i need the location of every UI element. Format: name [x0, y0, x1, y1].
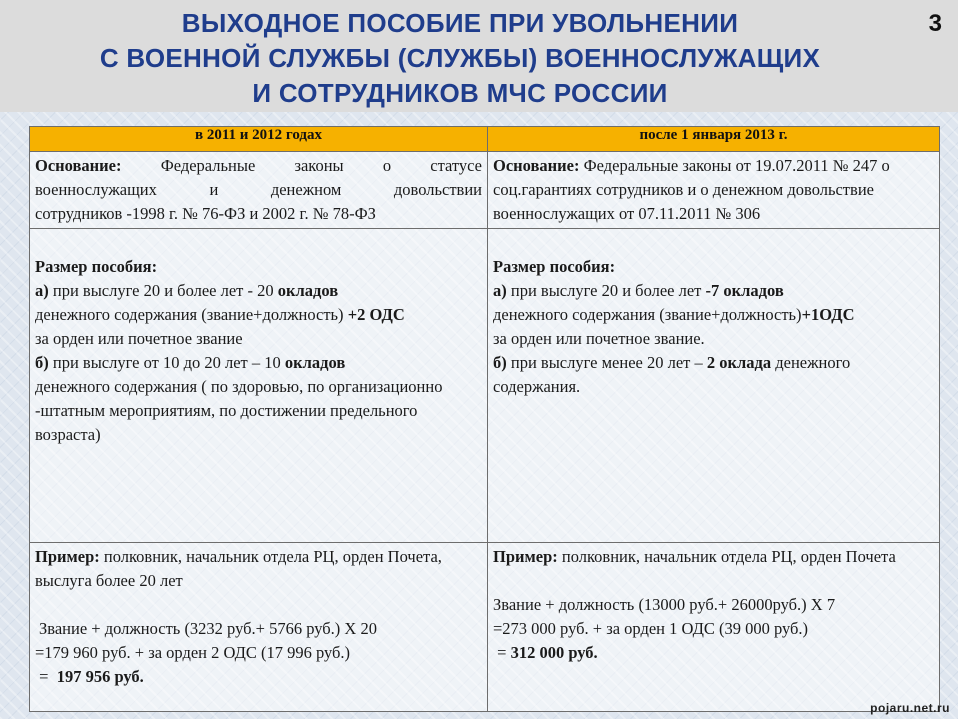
title-line-3: И СОТРУДНИКОВ МЧС РОССИИ [252, 78, 668, 108]
slide-number: 3 [928, 10, 942, 37]
header-row [30, 127, 940, 152]
basis-row [30, 152, 940, 229]
left-calc-1: Звание + должность (3232 руб.+ 5766 руб.) Х 20 [39, 619, 377, 638]
title-line-1: ВЫХОДНОЕ ПОСОБИЕ ПРИ УВОЛЬНЕНИИ [181, 8, 739, 38]
right-calc-2: =273 000 руб. + за орден 1 ОДС (39 000 руб.) [493, 619, 809, 638]
right-example-label: Пример: [493, 547, 558, 566]
left-size-label: Размер пособия: [35, 257, 158, 276]
left-b-text-1: при выслуге от 10 до 20 лет – 10 [48, 353, 285, 372]
left-a-label: а) [35, 281, 49, 300]
left-example-text: полковник, начальник отдела РЦ, орден Почета, выслуга более 20 лет [35, 547, 442, 590]
right-size-cell [488, 229, 940, 543]
right-item-a [493, 279, 934, 303]
left-basis-line-3: сотрудников -1998 г. № 76-ФЗ и 2002 г. № 78-ФЗ [35, 204, 376, 223]
left-basis-line-1 [35, 154, 482, 178]
right-a-bold: -7 окладов [705, 281, 784, 300]
left-b-label: б) [35, 353, 49, 372]
right-item-a-cont [493, 303, 934, 327]
right-b-text-1: при выслуге менее 20 лет – [506, 353, 707, 372]
comparison-table [29, 126, 940, 712]
left-example-cell [30, 543, 488, 712]
right-a-text-2: денежного содержания (звание+должность) [493, 305, 802, 324]
left-result [35, 665, 482, 689]
left-example-gap [35, 593, 482, 617]
right-result [493, 641, 934, 665]
title-line-2: С ВОЕННОЙ СЛУЖБЫ (СЛУЖБЫ) ВОЕННОСЛУЖАЩИХ [99, 43, 821, 73]
slide-title [30, 6, 890, 111]
left-a-text-1: при выслуге 20 и более лет - 20 [48, 281, 278, 300]
left-item-a [35, 279, 482, 303]
left-a-text-2: денежного содержания (звание+должность) [35, 305, 348, 324]
left-size-cell [30, 229, 488, 543]
left-item-b [35, 351, 482, 375]
right-a-bold-2: +1ОДС [801, 305, 855, 324]
right-b-bold: 2 оклада [706, 353, 772, 372]
right-result-prefix: = [493, 643, 511, 662]
right-item-b [493, 351, 934, 399]
left-example [35, 545, 482, 593]
size-row [30, 229, 940, 543]
right-example-cell [488, 543, 940, 712]
left-basis-text-1: Федеральные законы о статусе [160, 156, 482, 175]
left-calc-2: =179 960 руб. + за орден 2 ОДС (17 996 руб.) [35, 643, 351, 662]
left-b-bold: окладов [284, 353, 346, 372]
left-item-a-cont [35, 303, 482, 327]
right-size-label: Размер пособия: [493, 257, 616, 276]
right-example [493, 545, 934, 569]
left-result-prefix: = [35, 667, 57, 686]
left-item-b-cont: денежного содержания ( по здоровью, по организационно -штатным мероприятиям, по достижении предельного возраста) [35, 377, 443, 444]
header-2011-2012: в 2011 и 2012 годах [30, 127, 488, 152]
right-result-value: 312 000 руб. [510, 643, 598, 662]
right-a-text-1: при выслуге 20 и более лет [506, 281, 706, 300]
left-a-bold-2: +2 ОДС [347, 305, 405, 324]
title-band [0, 0, 958, 112]
left-item-a-end: за орден или почетное звание [35, 329, 243, 348]
right-basis-label: Основание: [493, 156, 580, 175]
left-a-bold: окладов [277, 281, 339, 300]
left-result-value: 197 956 руб. [56, 667, 144, 686]
right-a-label: а) [493, 281, 507, 300]
right-basis-cell [488, 152, 940, 229]
right-item-a-end: за орден или почетное звание. [493, 329, 705, 348]
right-b-label: б) [493, 353, 507, 372]
right-example-text: полковник, начальник отдела РЦ, орден Почета [557, 547, 896, 566]
left-basis-line-2: военнослужащих и денежном довольствии [35, 180, 482, 199]
left-example-label: Пример: [35, 547, 100, 566]
header-after-2013: после 1 января 2013 г. [488, 127, 940, 152]
right-basis-text: Федеральные законы от 19.07.2011 № 247 о соц.гарантиях сотрудников и о денежном довольствие военнослужащих от 07.11.2011 № 306 [493, 156, 890, 223]
right-b-text-2: денежного содержания. [493, 353, 851, 396]
left-basis-label: Основание: [35, 156, 122, 175]
left-basis-cell [30, 152, 488, 229]
example-row [30, 543, 940, 712]
right-example-gap [493, 569, 934, 593]
right-calc-1: Звание + должность (13000 руб.+ 26000руб.) Х 7 [493, 595, 836, 614]
watermark: pojaru.net.ru [870, 701, 950, 715]
